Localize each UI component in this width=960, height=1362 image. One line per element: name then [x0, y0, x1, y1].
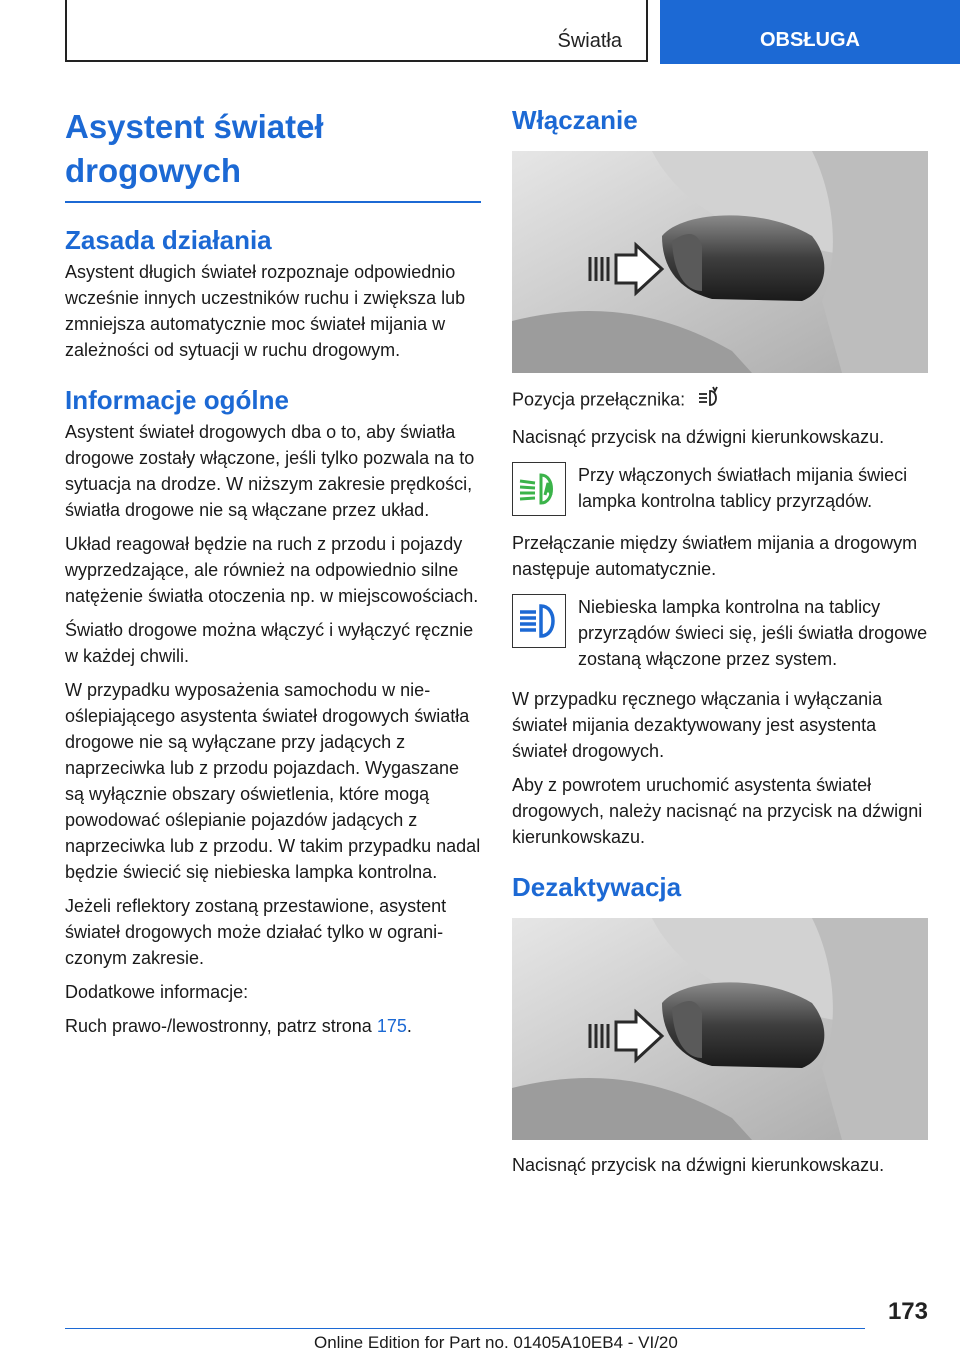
switch-position-label: Pozycja przełącznika:	[512, 389, 686, 410]
general-paragraph-1: Asystent świateł drogowych dba o to, aby światła drogowe zostały włączone, jeśli tylko pozwala na to sytuacja na drodze. W niższym zakresie prędkości, światła drogowe nie są włączane przez układ.	[65, 422, 475, 520]
general-paragraph-2: Układ reagował będzie na ruch z przodu i pojazdy wyprzedzające, ale również na odpowiednio silne natężenie światła otoczenia np. w miejscowościach.	[65, 534, 479, 606]
right-column	[512, 95, 928, 1186]
press-button-instruction-2: Nacisnąć przycisk na dźwigni kierunkowskazu.	[512, 1155, 885, 1175]
page-number: 173	[887, 1298, 928, 1325]
auto-switch-text: Przełączanie między światłem mijania a drogowym następuje automatycznie.	[512, 533, 918, 579]
edition-footer: Online Edition for Part no. 01405A10EB4 - VI/20	[314, 1333, 678, 1352]
general-paragraph-3: Światło drogowe można włączyć i wyłączyć ręcznie w każdej chwili.	[65, 620, 474, 666]
press-button-instruction-1: Nacisnąć przycisk na dźwigni kierunkowskazu.	[512, 427, 885, 447]
footer-rule	[65, 1328, 865, 1329]
activation-heading: Włączanie	[512, 105, 638, 135]
page-link-175[interactable]: 175	[376, 1016, 407, 1036]
stalk-button-illustration-1	[512, 151, 928, 373]
blue-indicator-icon	[512, 594, 566, 648]
left-column	[65, 95, 481, 1047]
restart-text: Aby z powrotem uruchomić asystenta świateł drogowych, należy nacisnąć na przycisk na dźwigni kierunkowskazu.	[512, 775, 923, 847]
general-paragraph-5: Jeżeli reflektory zostaną przestawione, asystent świateł drogowych może działać tylko w ograniczonym zakresie.	[65, 896, 447, 968]
manual-override-text: W przypadku ręcznego włączania i wyłączania świateł mijania dezaktywowany jest asystenta świateł drogowych.	[512, 689, 883, 761]
high-beam-assistant-icon	[696, 385, 722, 416]
header-chapter-badge: OBSŁUGA	[660, 0, 960, 64]
blue-indicator-note	[512, 594, 928, 672]
general-heading: Informacje ogólne	[65, 385, 289, 415]
cross-reference-text: Ruch prawo-/lewostronny, patrz strona	[65, 1016, 377, 1036]
general-paragraph-4: W przypadku wyposażenia samochodu w nieoślepiającego asystenta świateł drogowych światła drogowe nie są wyłączane przy jadących z naprzeciwka lub z przodu pojazdach. Wygaszane są wyłącznie obszary oświetlenia, które mogą powodować oślepianie pojazdów jadących z naprzeciwka lub z przodu. W takim przypadku nadal będzie świecić się niebieska lampka kontrolna.	[65, 680, 481, 882]
page-title: Asystent świateł drogowych	[65, 108, 324, 189]
principle-text: Asystent długich świateł rozpoznaje odpowiednio wcześnie innych uczestników ruchu i zwiększa lub zmniejsza automatycznie moc świateł mijania w zależności od sytuacji w ruchu drogowym.	[65, 262, 466, 360]
general-paragraph-6: Dodatkowe informacje:	[65, 982, 249, 1002]
header-tab	[65, 0, 648, 62]
stalk-button-illustration-2	[512, 918, 928, 1140]
green-indicator-text: Przy włączonych światłach mijania świeci lampka kontrolna tablicy przyrządów.	[578, 465, 908, 511]
general-paragraph-7	[65, 1013, 481, 1039]
header-section-title: Światła	[557, 30, 622, 52]
deactivation-heading: Dezaktywacja	[512, 872, 682, 902]
principle-heading: Zasada działania	[65, 225, 272, 255]
green-indicator-icon	[512, 462, 566, 516]
blue-indicator-text: Niebieska lampka kontrolna na tablicy przyrządów świeci się, jeśli światła drogowe zostaną włączone przez system.	[578, 597, 928, 669]
title-rule	[65, 201, 481, 203]
green-indicator-note	[512, 462, 928, 516]
switch-position-line	[512, 385, 928, 416]
cross-reference-suffix: .	[406, 1016, 412, 1036]
